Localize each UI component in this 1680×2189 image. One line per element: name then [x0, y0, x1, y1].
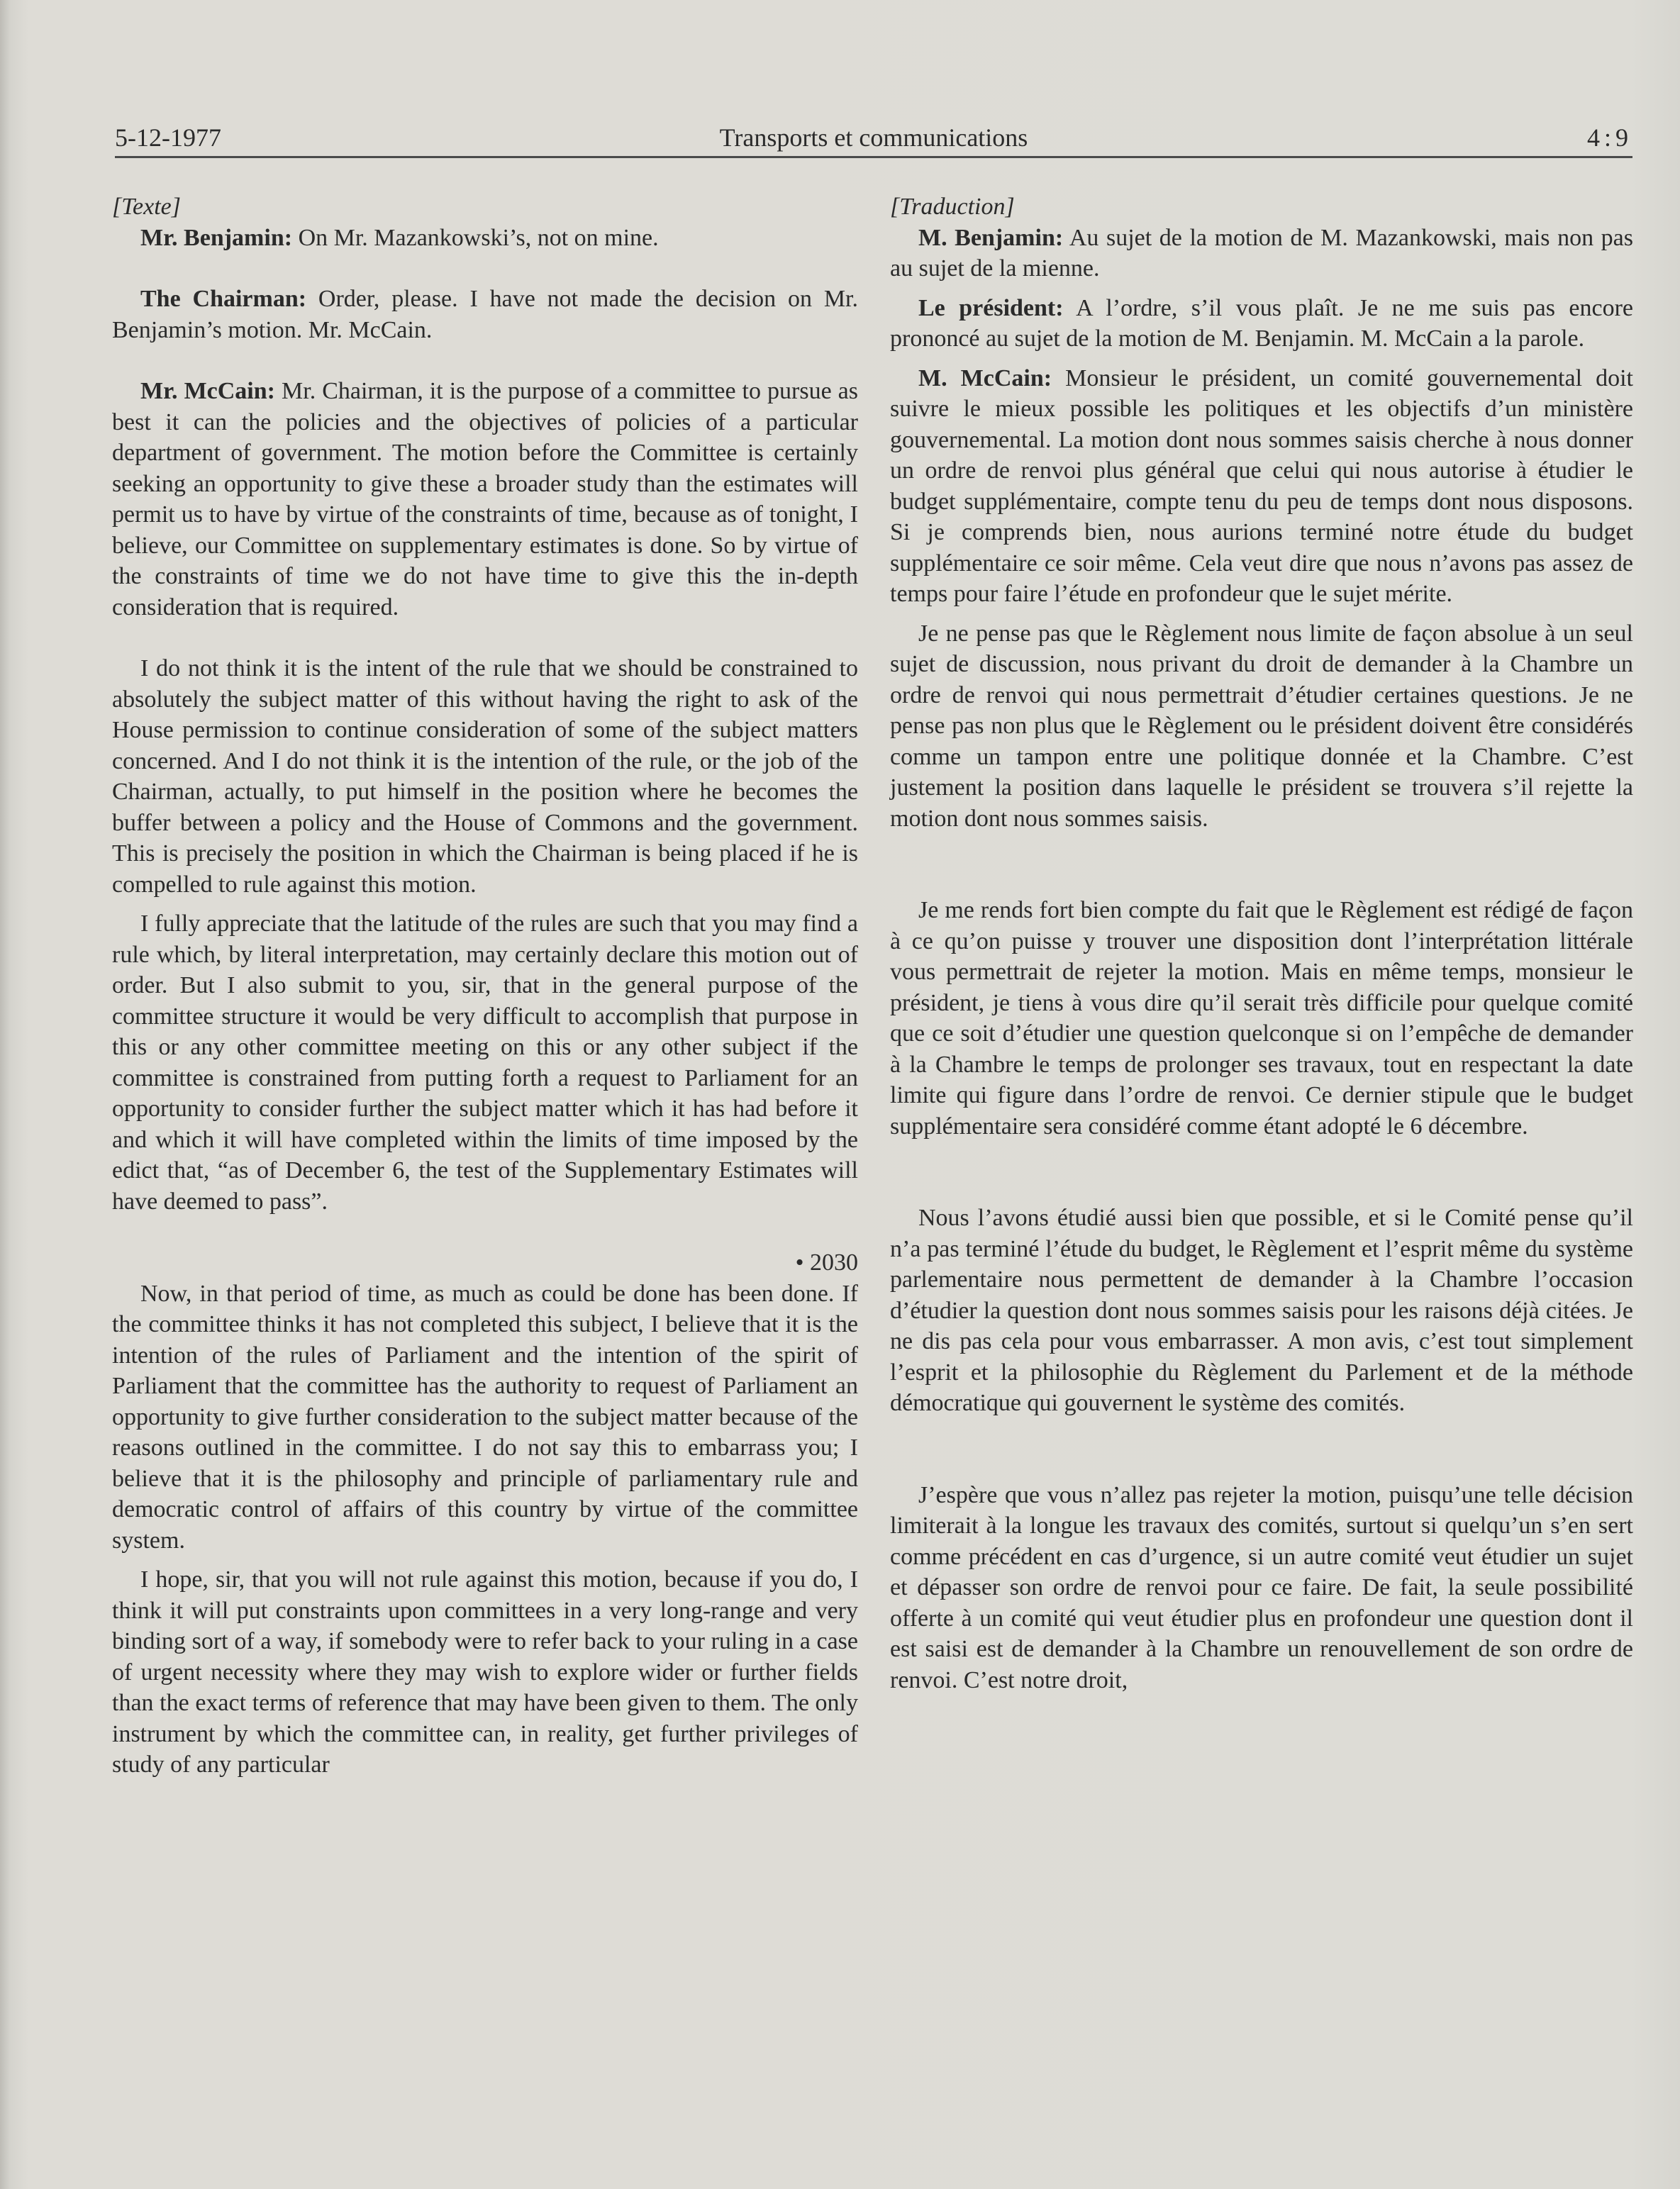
paragraph: I fully appreciate that the latitude of the rules are such that you may find a rule which, by literal interpretation, may certainly declare this motion out of order. But I also submit to you, sir, that in the general purpose of the committee structure it would be very difficult to accomplish that purpose in this or any other committee meeting on this or any other subject if the committee is constrained from putting forth a request to Parliament for an opportunity to consider further the subject matter which it has had before it and which it will have completed within the limits of time imposed by the edict that, “as of December 6, the test of the Supplementary Estimates will have deemed to pass”.	[112, 910, 858, 1215]
column-label: [Texte]	[112, 194, 181, 220]
time-marker: • 2030	[795, 1249, 858, 1276]
header-date: 5-12-1977	[115, 123, 221, 152]
speaker-name: M. Benjamin:	[918, 224, 1064, 251]
english-column	[112, 191, 858, 1781]
paragraph: Now, in that period of time, as much as could be done has been done. If the committee thinks it has not completed this subject, I believe that it is the intention of the rules of Parliament and the intention of the spirit of Parliament that the committee has the authority to request of Parliament an opportunity to give further consideration to the subject matter because of the reasons outlined in the committee. I do not say this to embarrass you; I believe that it is the philosophy and principle of parliamentary rule and democratic control of affairs of this country by virtue of the committee system.	[112, 1280, 858, 1554]
paragraph	[890, 293, 1633, 355]
speaker-name: Mr. Benjamin:	[140, 224, 293, 251]
paragraph	[890, 223, 1633, 284]
paragraph: I do not think it is the intent of the rule that we should be constrained to absolutely the subject matter of this without having the right to ask of the House permission to continue consideration of some of the subject matters concerned. And I do not think it is the intention of the rule, or the job of the Chairman, actually, to put himself in the position where he becomes the buffer between a policy and the House of Commons and the government. This is precisely the position in which the Chairman is being placed if he is compelled to rule against this motion.	[112, 655, 858, 898]
paragraph	[112, 284, 858, 345]
header-title: Transports et communications	[719, 123, 1028, 152]
paragraph: J’espère que vous n’allez pas rejeter la motion, puisqu’une telle décision limiterait à la longue les travaux des comités, surtout si quelqu’un s’en sert comme précédent en cas d’urgence, si un autre comité veut étudier un sujet et dépasser son ordre de renvoi pour ce faire. De fait, la seule possibilité offerte à un comité qui veut étudier plus en profondeur une question dont il est saisi est de demander à la Chambre un renouvellement de son ordre de renvoi. C’est notre droit,	[890, 1481, 1633, 1693]
paragraph: Je me rends fort bien compte du fait que le Règlement est rédigé de façon à ce qu’on puisse y trouver une disposition dont l’interprétation littérale vous permettrait de rejeter la motion. Mais en même temps, monsieur le président, je tiens à vous dire qu’il serait très difficile pour quelque comité que ce soit d’étudier une question quelconque si on l’empêche de demander à la Chambre le temps de prolonger ses travaux, tout en respectant la date limite qui figure dans l’ordre de renvoi. Ce dernier stipule que le budget supplémentaire sera considéré comme étant adopté le 6 décembre.	[890, 897, 1633, 1140]
speech-text: Au sujet de la motion de M. Mazankowski, mais non pas au sujet de la mienne.	[890, 224, 1633, 282]
speech-text: A l’ordre, s’il vous plaît. Je ne me suis pas encore prononcé au sujet de la motion de M. Benjamin. M. McCain a la parole.	[890, 294, 1633, 352]
paragraph	[890, 363, 1633, 610]
speaker-name: M. McCain:	[918, 364, 1052, 391]
paragraph: Nous l’avons étudié aussi bien que possible, et si le Comité pense qu’il n’a pas terminé l’étude du budget, le Règlement et l’esprit même du système parlementaire nous permettent de demander à la Chambre l’occasion d’étudier la question dont nous sommes saisis pour les raisons déjà citées. Je ne dis pas cela pour vous embarrasser. A mon avis, c’est tout simplement l’esprit et la philosophie du Règlement du Parlement et de la méthode démocratique qui gouvernent le système des comités.	[890, 1205, 1633, 1416]
speaker-name: The Chairman:	[140, 286, 307, 312]
speaker-name: Mr. McCain:	[140, 378, 275, 404]
paragraph: I hope, sir, that you will not rule against this motion, because if you do, I think it will put constraints upon committees in a very long-range and very binding sort of a way, if somebody were to refer back to your ruling in a case of urgent necessity where they may wish to explore wider or further fields than the exact terms of reference that may have been given to them. The only instrument by which the committee can, in reality, get further privileges of study of any particular	[112, 1566, 858, 1778]
page-header	[115, 119, 1632, 158]
column-label: [Traduction]	[890, 194, 1015, 220]
speech-text: Mr. Chairman, it is the purpose of a committee to pursue as best it can the policies and the objectives of policies of a particular department of government. The motion before the Committee is certainly seeking an opportunity to give these a broader study than the estimates will permit us to have by virtue of the constraints of time, because as of tonight, I believe, our Committee on supplementary estimates is done. So by virtue of the constraints of time we do not have time to give this the in-depth consideration that is required.	[112, 378, 858, 620]
speaker-name: Le président:	[918, 294, 1064, 321]
speech-text: On Mr. Mazankowski’s, not on mine.	[292, 224, 659, 251]
french-column	[890, 191, 1633, 1695]
paragraph	[112, 376, 858, 623]
speech-text: Order, please. I have not made the decision on Mr. Benjamin’s motion. Mr. McCain.	[112, 286, 858, 343]
header-page-number: 4:9	[1586, 123, 1632, 152]
speech-text: Monsieur le président, un comité gouvernemental doit suivre le mieux possible les politiques et les objectifs d’un ministère gouvernemental. La motion dont nous sommes saisis cherche à nous donner un ordre de renvoi plus général que celui qui nous autorise à étudier le budget supplémentaire, compte tenu du peu de temps dont nous disposons. Si je comprends bien, nous aurions terminé notre étude du budget supplémentaire ce soir même. Cela veut dire que nous n’avons pas assez de temps pour faire l’étude en profondeur que le sujet mérite.	[890, 364, 1633, 607]
paragraph: Je ne pense pas que le Règlement nous limite de façon absolue à un seul sujet de discussion, nous privant du droit de demander à la Chambre un ordre de renvoi qui nous permettrait d’étudier certaines questions. Je ne pense pas non plus que le Règlement ou le président doivent être considérés comme un tampon entre une politique donnée et la Chambre. C’est justement la position dans laquelle le président se trouvera s’il rejette la motion dont nous sommes saisis.	[890, 620, 1633, 832]
paragraph	[112, 223, 858, 254]
